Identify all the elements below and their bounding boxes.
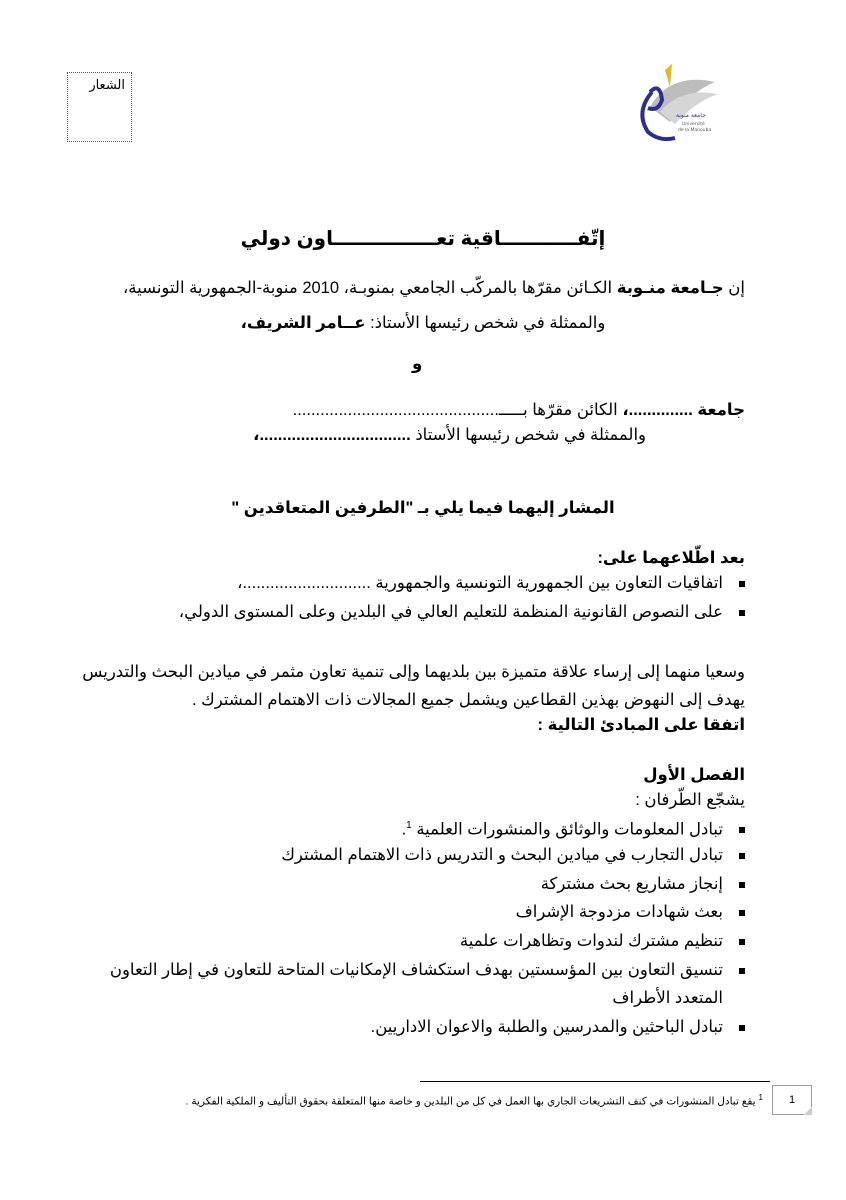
text: تنسيق التعاون بين المؤسستين بهدف استكشاف الإمكانيات المتاحة للتعاون في إطار التعاون xyxy=(109,961,723,979)
text: على النصوص القانونية المنظمة للتعليم العالي في البلدين وعلى المستوى الدولي، xyxy=(178,603,723,621)
page-number: 1 xyxy=(772,1085,812,1115)
bullet-icon xyxy=(739,827,745,833)
president-name: عــامر الشريف، xyxy=(240,314,366,332)
party1-line2 xyxy=(0,312,846,334)
text: بعث شهادات مزدوجة الإشراف xyxy=(515,903,723,921)
list-item xyxy=(371,1016,745,1038)
university-name: جـامعة منـوبة xyxy=(616,279,724,297)
bullet-icon xyxy=(739,968,745,974)
list-item xyxy=(110,959,745,981)
document-title: إتّفـــــــــــاقية تعـــــــــــــــاون دولي xyxy=(240,228,606,250)
text: تبادل المعلومات والوثائق والمنشورات العلمية xyxy=(416,820,723,839)
article-intro: يشجّع الطّرفان : xyxy=(635,791,745,809)
footnote-separator xyxy=(420,1081,770,1082)
article-heading: الفصل الأول xyxy=(643,766,745,784)
logo-placeholder-label: الشعار xyxy=(89,77,125,92)
footnote xyxy=(186,1093,764,1108)
list-item: تبادل المعلومات والوثائق والمنشورات العلمية $^1$. xyxy=(402,815,745,841)
list-item xyxy=(460,930,745,952)
university-logo xyxy=(630,62,720,144)
conjunction: و xyxy=(412,355,423,373)
bullet-icon xyxy=(739,939,745,945)
bullet-icon xyxy=(739,1025,745,1031)
footnote-text: يقع تبادل المنشورات في كنف التشريعات الجاري بها العمل في كل من البلدين و خاصة منها المتعلقة بحقوق التأليف و الملكية الفكرية . xyxy=(185,1095,756,1108)
list-item xyxy=(281,844,745,866)
paragraph-line: يهدف إلى النهوض بهذين القطاعين ويشمل جميع المجالات ذات الاهتمام المشترك . xyxy=(192,691,745,709)
bullet-icon xyxy=(739,882,745,888)
text: والممثلة في شخص رئيسها الأستاذ: xyxy=(365,314,606,332)
university-name: جامعة ..............، xyxy=(622,401,745,419)
party2-line2 xyxy=(253,424,646,446)
list-item xyxy=(516,901,745,923)
svg-text:Université: Université xyxy=(682,122,705,127)
svg-text:de la Manouba: de la Manouba xyxy=(678,128,712,133)
text: الكـائن مقرّها بالمركّب الجامعي بمنوبـة، 2010 منوبة-الجمهورية التونسية، xyxy=(122,279,617,297)
text: والممثلة في شخص رئيسها الأستاذ xyxy=(410,426,646,444)
text: الكائن مقرّها بـــــ............................................. xyxy=(292,401,623,419)
svg-text:جامعة منوبة: جامعة منوبة xyxy=(676,112,706,119)
bullet-icon xyxy=(739,581,745,587)
footnote-number: 1 xyxy=(758,1093,763,1102)
text: إنجاز مشاريع بحث مشتركة xyxy=(540,875,723,893)
bullet-icon xyxy=(739,853,745,859)
agreed-heading: اتفقا على المبادئ التالية : xyxy=(537,716,745,734)
text: تنظيم مشترك لندوات وتظاهرات علمية xyxy=(459,932,723,950)
president-name: .................................، xyxy=(253,426,411,444)
text: إن xyxy=(723,279,745,297)
paragraph-line: وسعيا منهما إلى إرساء علاقة متميزة بين بلديهما وإلى تنمية تعاون مثمر في ميادين البحث والتدريس xyxy=(82,663,745,681)
list-item xyxy=(179,601,745,623)
party2-line1 xyxy=(293,399,745,421)
text: تبادل الباحثين والمدرسين والطلبة والاعوان الاداريين. xyxy=(370,1018,723,1036)
footnote-ref[interactable]: 1 xyxy=(406,820,412,831)
text: تبادل التجارب في ميادين البحث و التدريس ذات الاهتمام المشترك xyxy=(281,846,723,864)
logo-placeholder-box xyxy=(67,72,132,142)
list-item xyxy=(237,572,745,594)
referred-as: المشار إليهما فيما يلي بـ "الطرفين المتعاقدين " xyxy=(231,499,615,517)
list-item-continuation: المتعدد الأطراف xyxy=(612,989,723,1007)
party1-line1 xyxy=(123,277,745,299)
considering-heading: بعد اطّلاعهما على: xyxy=(597,549,745,567)
bullet-icon xyxy=(739,610,745,616)
list-item xyxy=(541,873,745,895)
bullet-icon xyxy=(739,910,745,916)
text: اتفاقيات التعاون بين الجمهورية التونسية والجمهورية ............................، xyxy=(237,574,723,592)
